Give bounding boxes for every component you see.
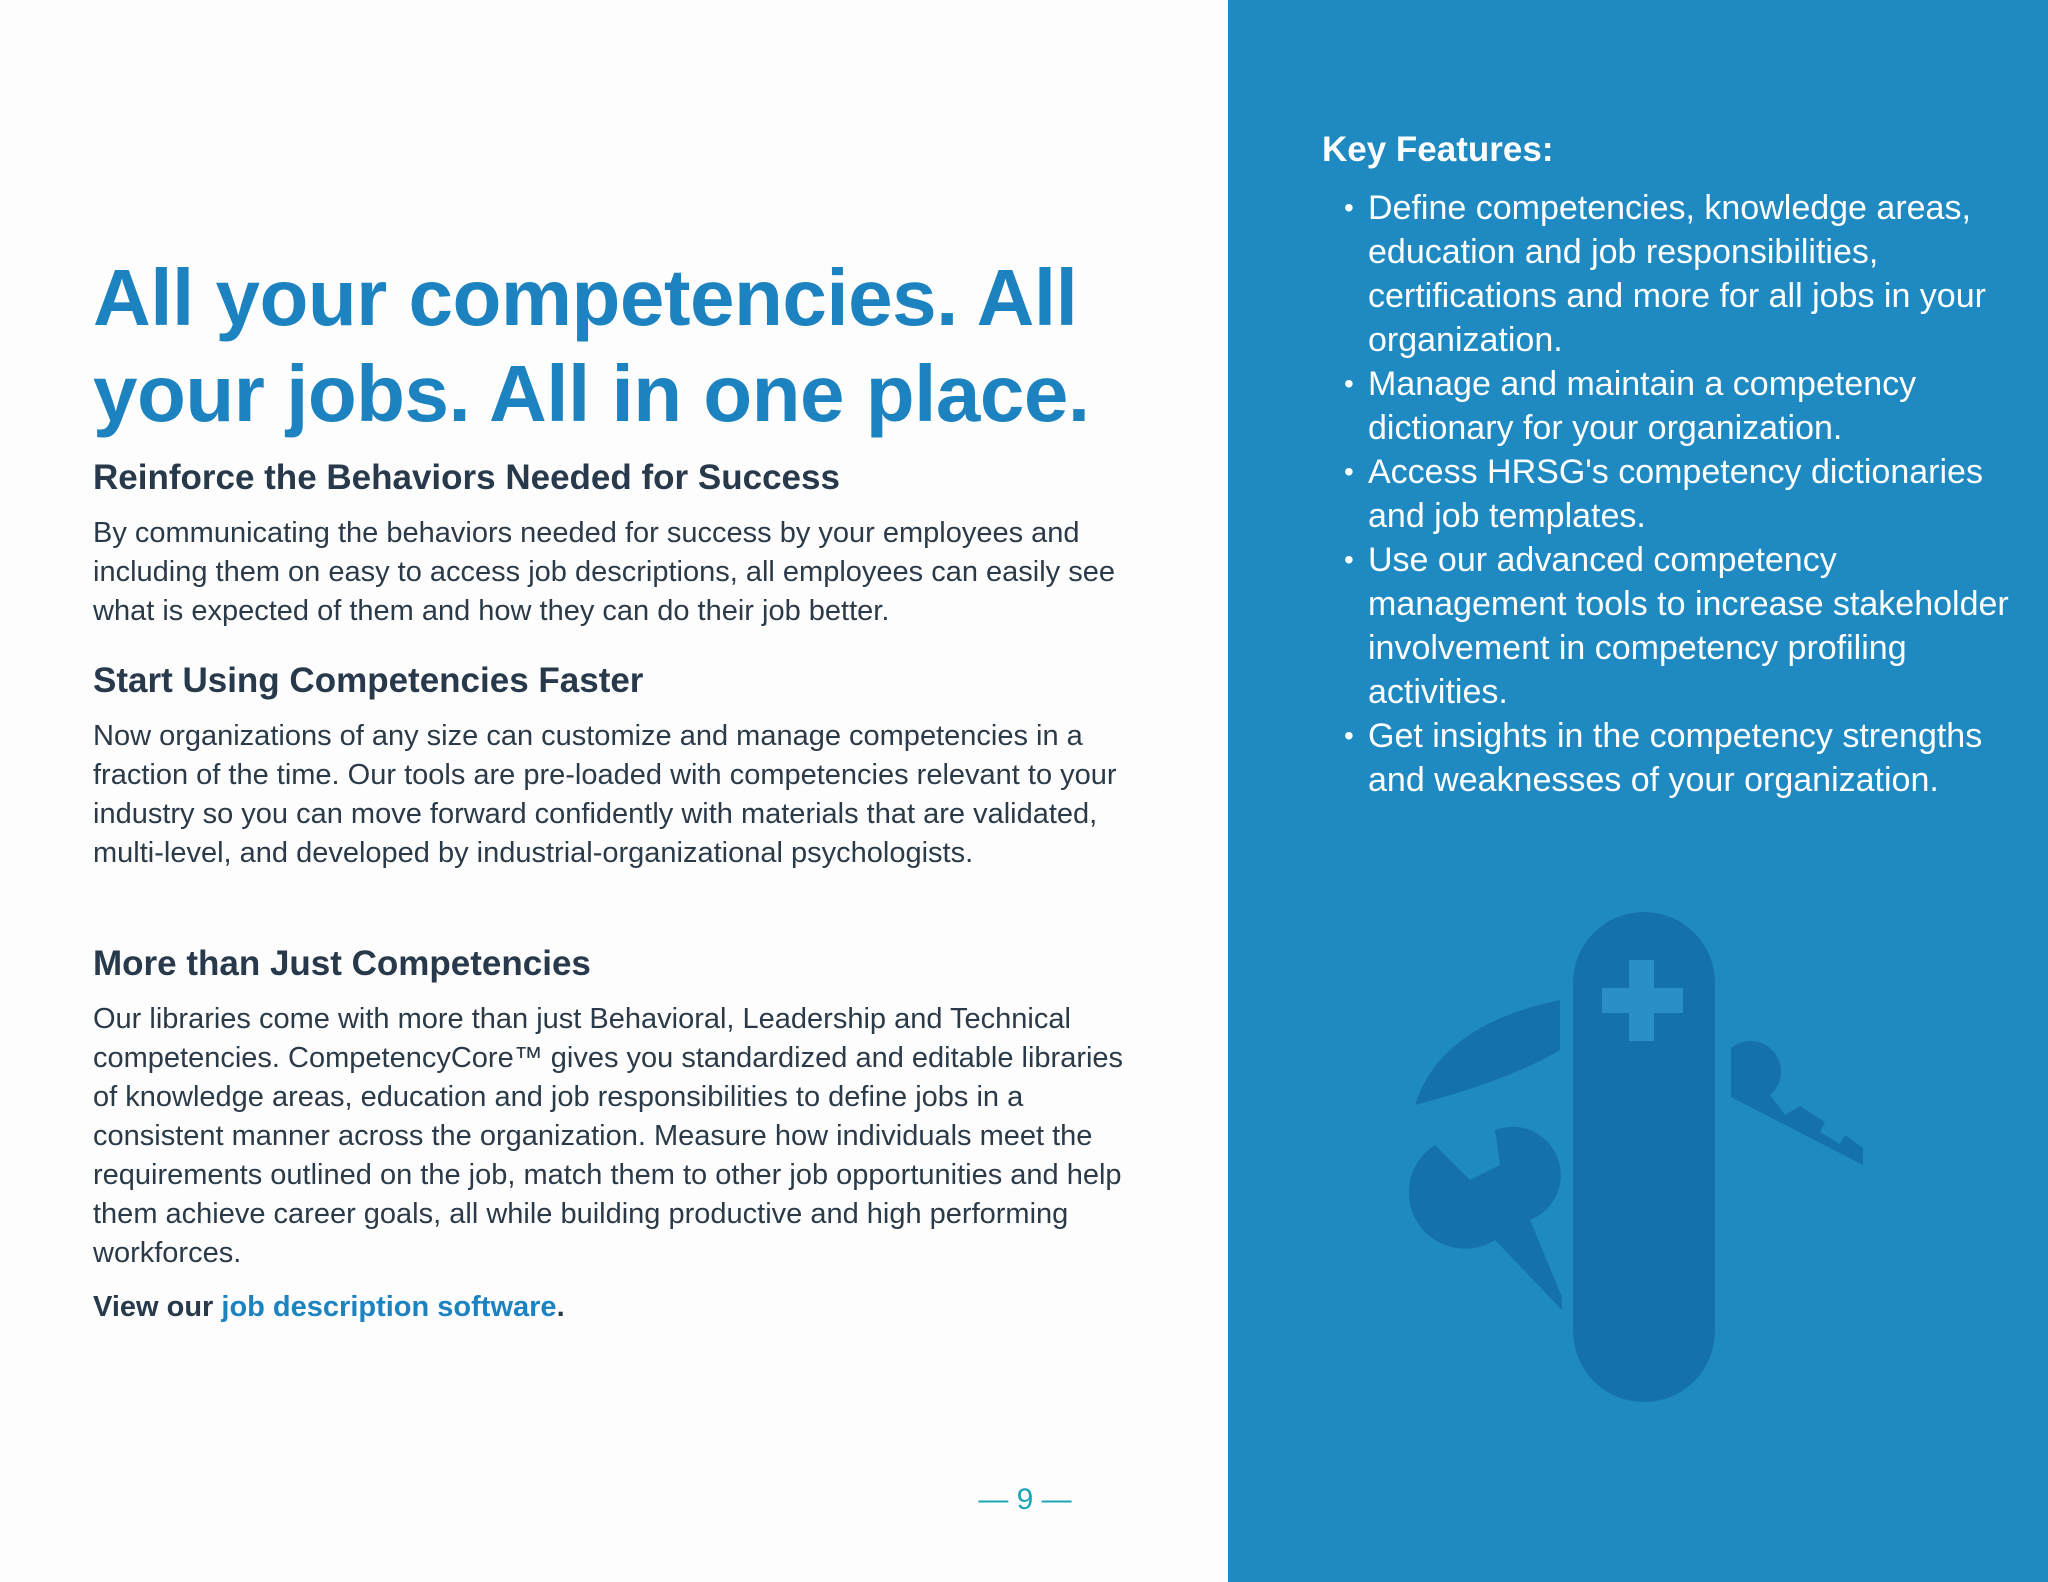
- bullet-icon: •: [1344, 192, 1354, 223]
- section-body: Our libraries come with more than just Behavioral, Leadership and Technical competencies. CompetencyCore™ gives you standardized and editable libraries of knowledge areas, education and job responsibilities to define jobs in a consistent manner across the organization. Measure how individuals meet the requirements outlined on the job, match them to other job opportunities and help them achieve career goals, all while building productive and high performing workforces.: [93, 1003, 1124, 1269]
- list-item: [1322, 714, 2022, 802]
- key-shape: [1731, 1041, 1863, 1165]
- bullet-icon: •: [1344, 544, 1354, 575]
- swiss-army-knife-icon: [1400, 900, 1880, 1420]
- list-item-text: Define competencies, knowledge areas, education and job responsibilities, certifications and more for all jobs in your organization.: [1368, 189, 1986, 359]
- view-suffix: .: [556, 1291, 565, 1323]
- section-heading: More than Just Competencies: [93, 944, 591, 983]
- section-body: By communicating the behaviors needed for success by your employees and including them on easy to access job descriptions, all employees can easily see what is expected of them and how they can do their job better.: [93, 517, 1115, 627]
- list-item-text: Use our advanced competency management tools to increase stakeholder involvement in competency profiling activities.: [1368, 541, 2009, 711]
- list-item: [1322, 186, 2022, 362]
- bullet-icon: •: [1344, 456, 1354, 487]
- bullet-icon: •: [1344, 720, 1354, 751]
- list-item-text: Get insights in the competency strengths and weaknesses of your organization.: [1368, 717, 1983, 799]
- wrench-shape: [1409, 1127, 1562, 1310]
- key-features-title: Key Features:: [1322, 130, 1554, 169]
- page-number: — 9 —: [978, 1483, 1072, 1516]
- list-item: [1322, 450, 2022, 538]
- list-item: [1322, 362, 2022, 450]
- section-start-using: [93, 659, 1153, 873]
- list-item-text: Manage and maintain a competency dictionary for your organization.: [1368, 365, 1917, 447]
- view-software-line: [93, 1287, 565, 1327]
- page-title: All your competencies. All your jobs. All in one place.: [93, 253, 1090, 438]
- section-reinforce-behaviors: [93, 456, 1153, 631]
- cross-horizontal: [1602, 988, 1683, 1013]
- key-features-list: [1322, 186, 2022, 802]
- section-heading: Start Using Competencies Faster: [93, 661, 644, 700]
- list-item: [1322, 538, 2022, 714]
- section-more-than-competencies: [93, 942, 1153, 1273]
- section-body: Now organizations of any size can customize and manage competencies in a fraction of the time. Our tools are pre-loaded with competencies relevant to your industry so you can move forward confidently with materials that are validated, multi-level, and developed by industrial-organizational psychologists.: [93, 720, 1117, 869]
- list-item-text: Access HRSG's competency dictionaries and job templates.: [1368, 453, 1983, 535]
- view-prefix: View our: [93, 1291, 222, 1323]
- bullet-icon: •: [1344, 368, 1354, 399]
- job-description-software-link[interactable]: job description software: [221, 1291, 557, 1323]
- section-heading: Reinforce the Behaviors Needed for Success: [93, 458, 840, 497]
- blade-shape: [1415, 1000, 1560, 1105]
